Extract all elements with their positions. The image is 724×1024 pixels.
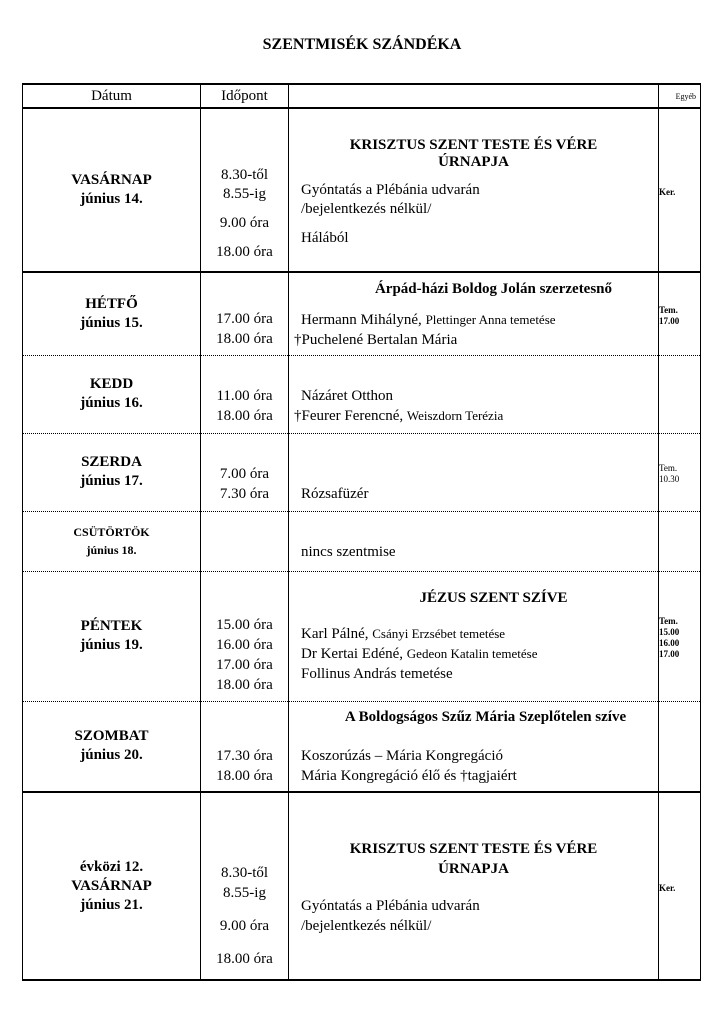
feast-title: KRISZTUS SZENT TESTE ÉS VÉRE ÚRNAPJA [349, 136, 598, 170]
time-entry: 18.00 óra [216, 331, 273, 348]
feast-title: KRISZTUS SZENT TESTE ÉS VÉRE ÚRNAPJA [349, 841, 598, 877]
name-part: Karl Pálné, [301, 626, 373, 642]
header-intent [289, 84, 659, 108]
intent-line: nincs szentmise [301, 544, 396, 560]
time-entry: 9.00 óra [219, 918, 270, 934]
time-cell [201, 108, 289, 272]
name-part: Gedeon Katalin temetése [406, 646, 538, 661]
time-entry: 18.00 óra [216, 951, 273, 967]
intent-line: Koszorúzás – Mária Kongregáció [301, 748, 504, 765]
time-cell [201, 571, 289, 701]
intent-cell [289, 571, 659, 701]
intent-line [289, 330, 658, 350]
other-note: 17.00 [659, 648, 680, 659]
other-cell [659, 272, 701, 355]
time-entry: 18.00 óra [216, 244, 273, 260]
time-cell [201, 701, 289, 792]
day-date: június 21. [80, 896, 143, 913]
time-entry: 18.00 óra [216, 768, 273, 785]
day-row-tuesday [23, 355, 701, 433]
intent-cell [289, 701, 659, 792]
day-name: PÉNTEK [80, 618, 143, 634]
feast-title: JÉZUS SZENT SZÍVE [419, 590, 568, 606]
header-time: Időpont [201, 84, 289, 108]
time-cell [201, 511, 289, 571]
day-name: VASÁRNAP [71, 877, 152, 894]
time-entry: 9.00 óra [219, 215, 270, 231]
other-note: Tem. [659, 615, 678, 626]
intent-cell [289, 792, 659, 980]
other-note: Tem. 10.30 [659, 462, 680, 484]
time-cell [201, 792, 289, 980]
intent-line: /bejelentkezés nélkül/ [301, 200, 432, 217]
time-entry: 18.00 óra [216, 677, 273, 693]
date-cell [23, 571, 201, 701]
day-date: június 19. [80, 637, 143, 653]
other-cell [659, 108, 701, 272]
day-prefix: évközi 12. [79, 858, 144, 875]
day-date: június 15. [80, 314, 143, 331]
intent-line [289, 406, 658, 426]
day-date: június 18. [86, 543, 137, 557]
name-part: Dr Kertai Edéné, [301, 646, 407, 662]
day-date: június 20. [80, 747, 143, 764]
time-entry: 7.30 óra [219, 485, 270, 502]
time-entry: 17.30 óra [216, 748, 273, 765]
feast-title: A Boldogságos Szűz Mária Szeplőtelen szíve [344, 709, 627, 726]
day-name: HÉTFŐ [85, 295, 138, 312]
other-cell [659, 792, 701, 980]
intent-line [289, 310, 658, 330]
day-name: SZERDA [81, 454, 142, 470]
day-row-thursday [23, 511, 701, 571]
day-name: SZOMBAT [74, 728, 149, 745]
intent-cell [289, 272, 659, 355]
intent-line [289, 664, 658, 684]
intent-cell [289, 511, 659, 571]
day-name: VASÁRNAP [71, 172, 152, 188]
header-other: Egyéb [659, 84, 701, 108]
feast-title: Árpád-házi Boldog Jolán szerzetesnő [374, 281, 613, 298]
other-cell [659, 433, 701, 511]
other-note: Ker. [659, 187, 676, 197]
name-part: Weiszdorn Terézia [406, 407, 504, 423]
time-cell [201, 355, 289, 433]
intent-line: Gyóntatás a Plébánia udvarán [301, 898, 480, 914]
date-cell [23, 108, 201, 272]
name-part: Follinus András temetése [301, 666, 453, 682]
day-date: június 17. [80, 473, 143, 489]
time-entry: 17.00 óra [216, 657, 273, 673]
intent-cell [289, 355, 659, 433]
other-note: Tem. 17.00 [659, 305, 680, 327]
date-cell [23, 701, 201, 792]
day-row-sunday-14 [23, 108, 701, 272]
intent-line: Hálából [301, 229, 349, 246]
day-name: CSÜTÖRTÖK [73, 525, 150, 539]
time-entry: 8.30-től [220, 865, 269, 881]
intent-cell [289, 108, 659, 272]
time-entry: 8.55-ig [223, 885, 266, 901]
other-note: 15.00 [659, 626, 680, 637]
name-part: Názáret Otthon [301, 387, 394, 404]
other-cell [659, 571, 701, 701]
name-part: †Puchelené [294, 332, 367, 349]
name-part: Csányi Erzsébet temetése [372, 626, 506, 641]
other-cell [659, 701, 701, 792]
time-entry: 8.55-ig [223, 186, 266, 202]
time-cell [201, 272, 289, 355]
day-row-wednesday [23, 433, 701, 511]
day-date: június 14. [80, 191, 143, 207]
other-cell [659, 355, 701, 433]
other-cell [659, 511, 701, 571]
day-row-sunday-21 [23, 792, 701, 980]
intent-line: Gyóntatás a Plébánia udvarán [301, 181, 480, 198]
name-part: Bertalan Mária [366, 332, 458, 349]
day-row-friday [23, 571, 701, 701]
name-part: †Feurer Ferencné, [294, 407, 407, 424]
time-entry: 8.30-től [220, 167, 269, 183]
other-note: 16.00 [659, 637, 680, 648]
intent-line [289, 386, 658, 406]
intent-line: /bejelentkezés nélkül/ [301, 918, 432, 934]
day-row-monday [23, 272, 701, 355]
mass-schedule-table [22, 83, 701, 981]
day-date: június 16. [80, 395, 143, 411]
time-entry: 16.00 óra [216, 637, 273, 653]
time-entry: 18.00 óra [216, 407, 273, 424]
other-note: Ker. [659, 883, 676, 893]
day-name: KEDD [89, 376, 134, 392]
intent-line: Rózsafüzér [301, 485, 369, 502]
date-cell [23, 272, 201, 355]
intent-line [289, 624, 658, 644]
intent-line [289, 644, 658, 664]
time-entry: 7.00 óra [219, 465, 270, 482]
name-part: Hermann Mihályné, [301, 312, 426, 329]
day-row-saturday [23, 701, 701, 792]
date-cell [23, 433, 201, 511]
time-entry: 17.00 óra [216, 311, 273, 328]
time-entry: 11.00 óra [216, 387, 273, 404]
time-entry: 15.00 óra [216, 617, 273, 633]
date-cell [23, 355, 201, 433]
table-header [23, 84, 701, 108]
intent-line: Mária Kongregáció élő és †tagjaiért [301, 768, 517, 785]
name-part: Plettinger Anna temetése [425, 312, 556, 328]
page-title: SZENTMISÉK SZÁNDÉKA [262, 36, 462, 53]
intent-cell [289, 433, 659, 511]
date-cell [23, 511, 201, 571]
time-cell [201, 433, 289, 511]
header-date: Dátum [23, 84, 201, 108]
date-cell [23, 792, 201, 980]
